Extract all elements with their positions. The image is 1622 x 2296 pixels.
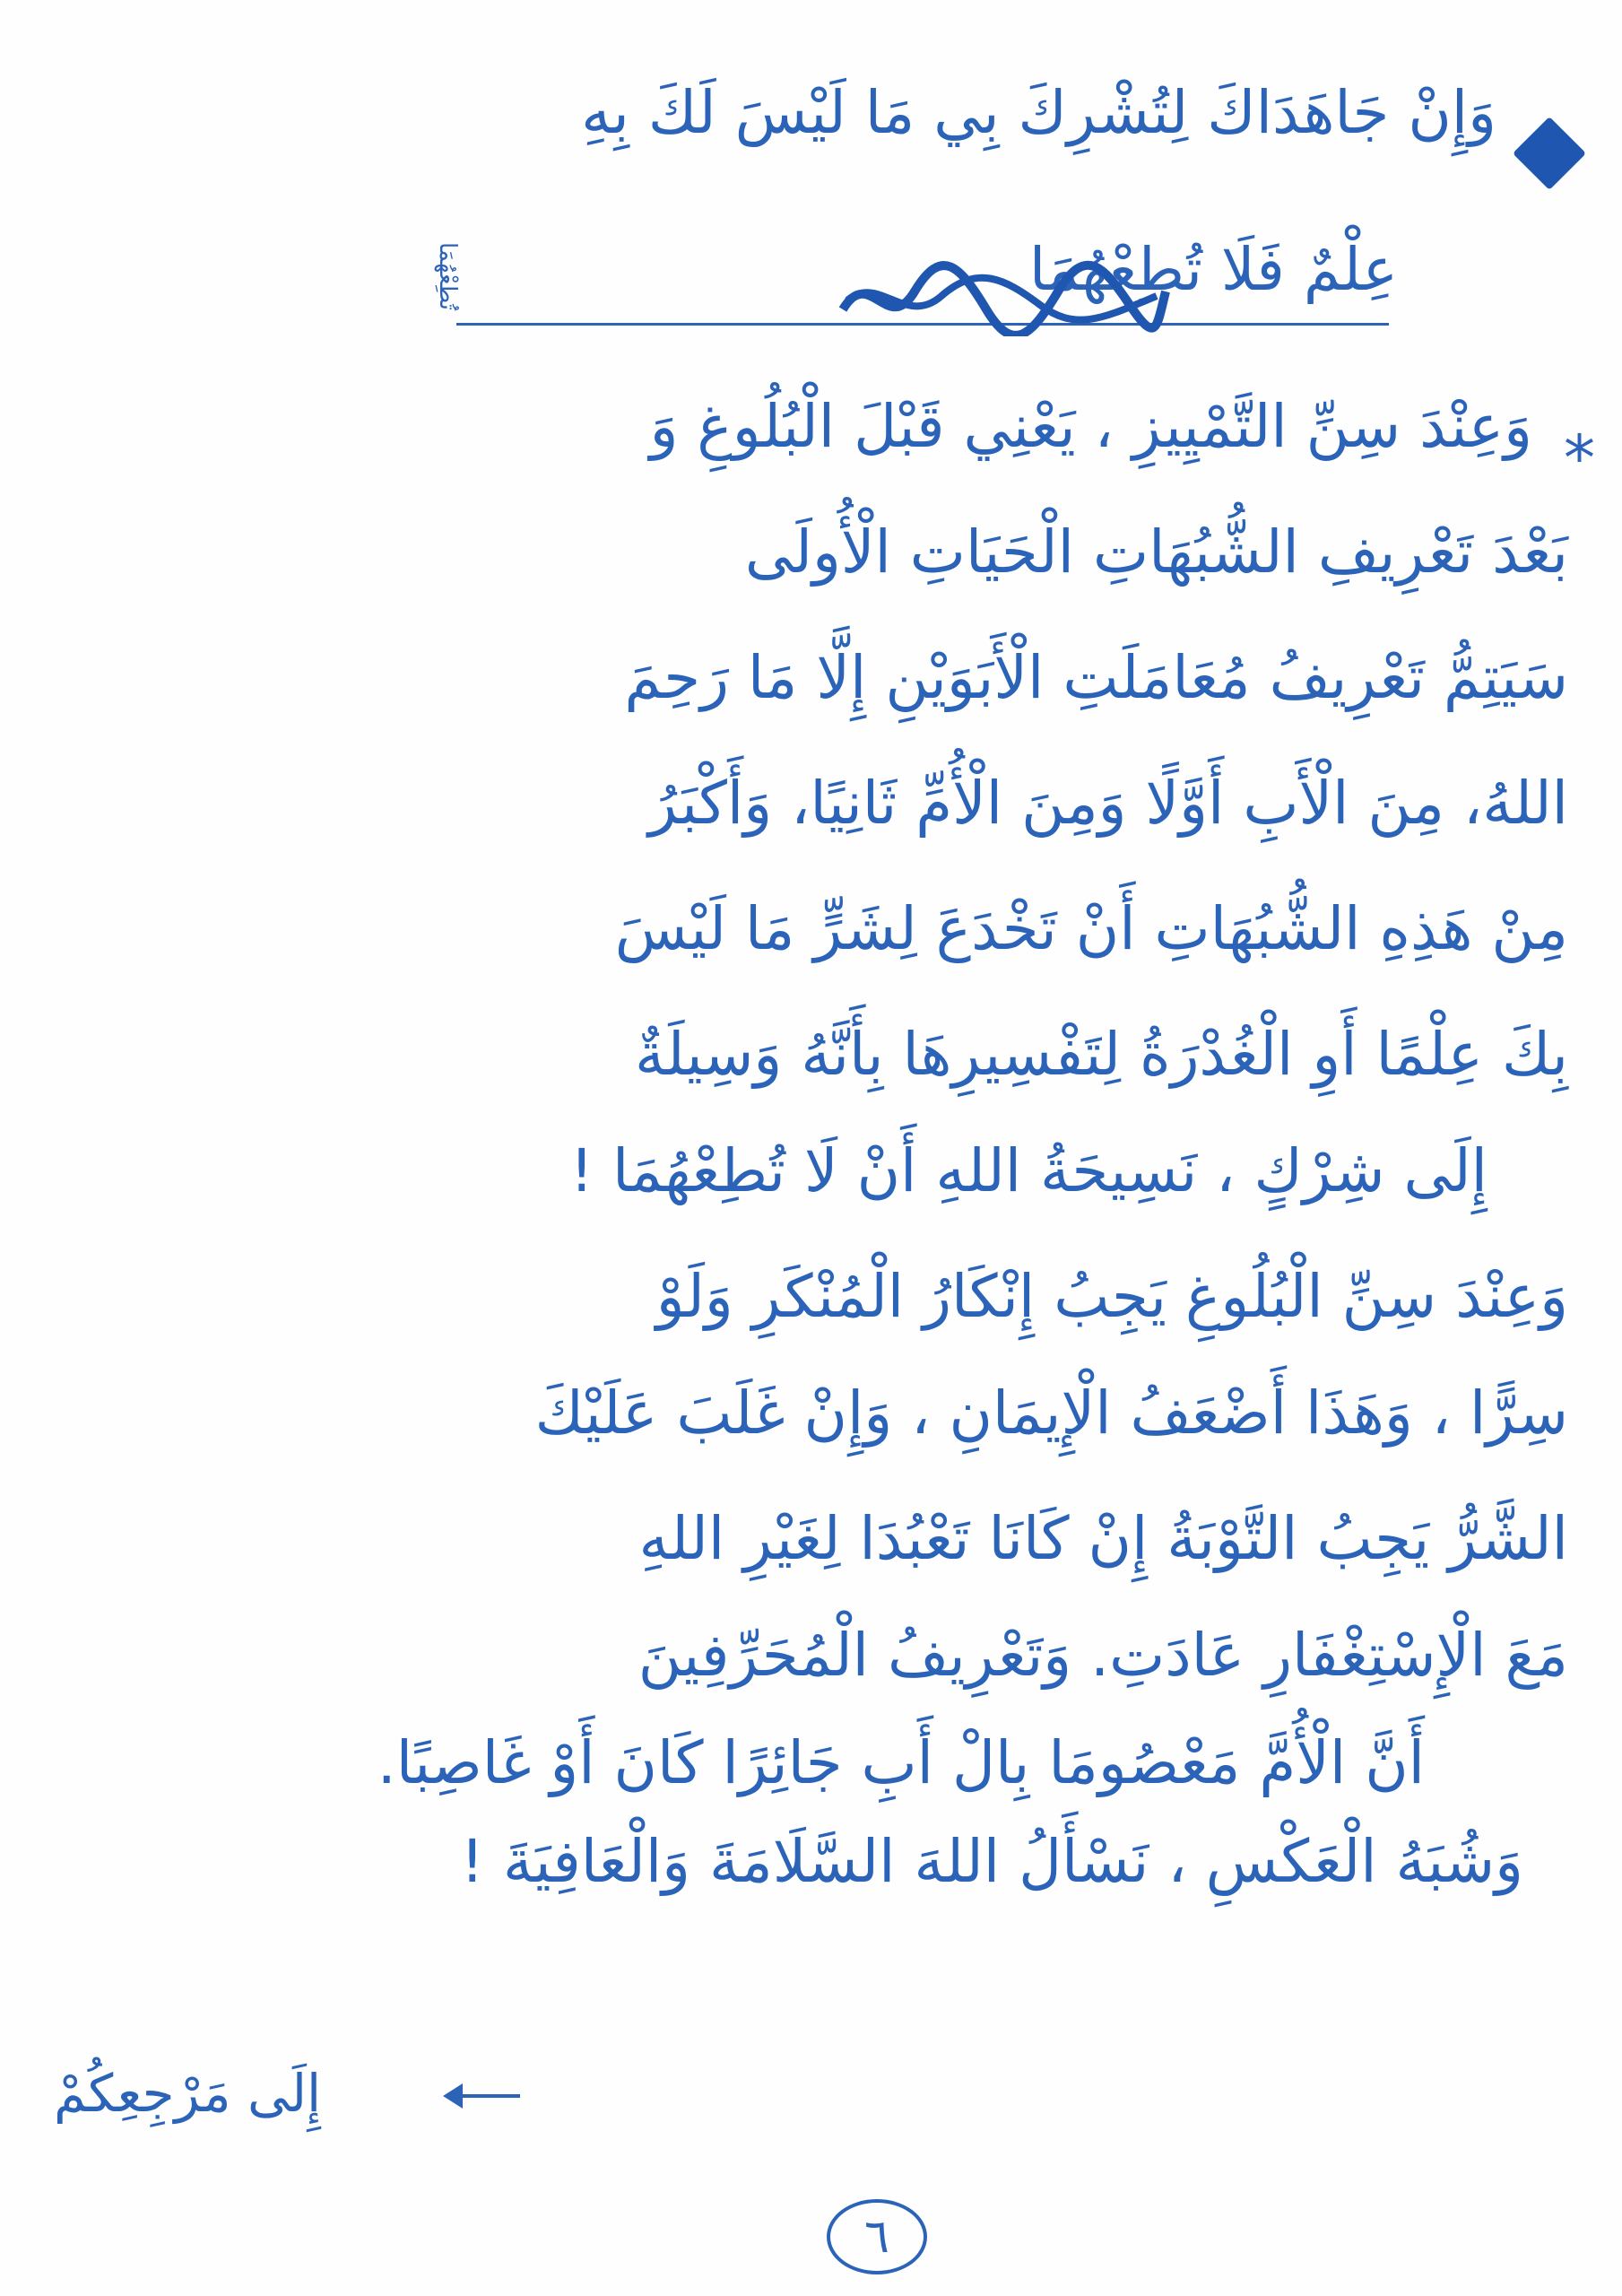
text-line-2: عِلْمٌ فَلَا تُطِعْهُمَا (1028, 235, 1398, 304)
diamond-bullet-icon (1513, 117, 1586, 190)
next-page-note: إِلَى مَرْجِعِكُمْ (54, 2063, 322, 2124)
text-line-1: وَإِنْ جَاهَدَاكَ لِتُشْرِكَ بِي مَا لَيْسَ لَكَ بِهِ (581, 78, 1496, 147)
text-line-10: وَعِنْدَ سِنِّ الْبُلُوغِ يَجِبُ إِنْكَارُ الْمُنْكَرِ وَلَوْ (655, 1262, 1568, 1331)
text-line-9: إِلَى شِرْكٍ ، نَسِيحَةُ اللهِ أَنْ لَا تُطِعْهُمَا ! (569, 1136, 1488, 1205)
text-line-4: بَعْدَ تَعْرِيفِ الشُّبُهَاتِ الْحَيَاتِ الْأُولَى (744, 517, 1568, 587)
text-line-15: وَشُبَهُ الْعَكْسِ ، نَسْأَلُ اللهَ السَّلَامَةَ وَالْعَافِيَةَ ! (460, 1827, 1523, 1896)
text-line-8: بِكَ عِلْمًا أَوِ الْغُدْرَةُ لِتَفْسِيرِهَا بِأَنَّهُ وَسِيلَةٌ (634, 1020, 1568, 1089)
asterisk-bullet-icon: * (1564, 422, 1595, 495)
text-line-14: أَنَّ الْأُمَّ مَعْصُومَا بِالْ أَبِ جَائِرًا كَانَ أَوْ غَاصِبًا. (377, 1728, 1425, 1797)
text-line-11: سِرًّا ، وَهَذَا أَضْعَفُ الْإِيمَانِ ، وَإِنْ غَلَبَ عَلَيْكَ (534, 1378, 1568, 1448)
text-line-5: سَيَتِمُّ تَعْرِيفُ مُعَامَلَتِ الْأَبَوَيْنِ إِلَّا مَا رَحِمَ (624, 643, 1568, 712)
text-line-3: وَعِنْدَ سِنِّ التَّمْيِيزِ ، يَعْنِي قَبْلَ الْبُلُوغِ وَ (649, 392, 1532, 461)
text-line-6: اللهُ، مِنَ الْأَبِ أَوَّلًا وَمِنَ الْأُمِّ ثَانِيًا، وَأَكْبَرُ (648, 769, 1568, 838)
crossed-out-scribble (834, 256, 1175, 336)
text-line-12: الشَّرُّ يَجِبُ التَّوْبَةُ إِنْ كَانَا تَعْبُدَا لِغَيْرِ اللهِ (638, 1504, 1568, 1573)
text-line-7: مِنْ هَذِهِ الشُّبُهَاتِ أَنْ تَخْدَعَ لِشَرٍّ مَا لَيْسَ (614, 894, 1568, 963)
text-line-13: مَعَ الْإِسْتِغْفَارِ عَادَتِ. وَتَعْرِيفُ الْمُحَرِّفِينَ (638, 1621, 1568, 1690)
margin-note: تُطِعْهُمَا (434, 242, 461, 311)
arrow-left-icon (448, 2094, 520, 2098)
page-number: ٦ (827, 2199, 927, 2274)
